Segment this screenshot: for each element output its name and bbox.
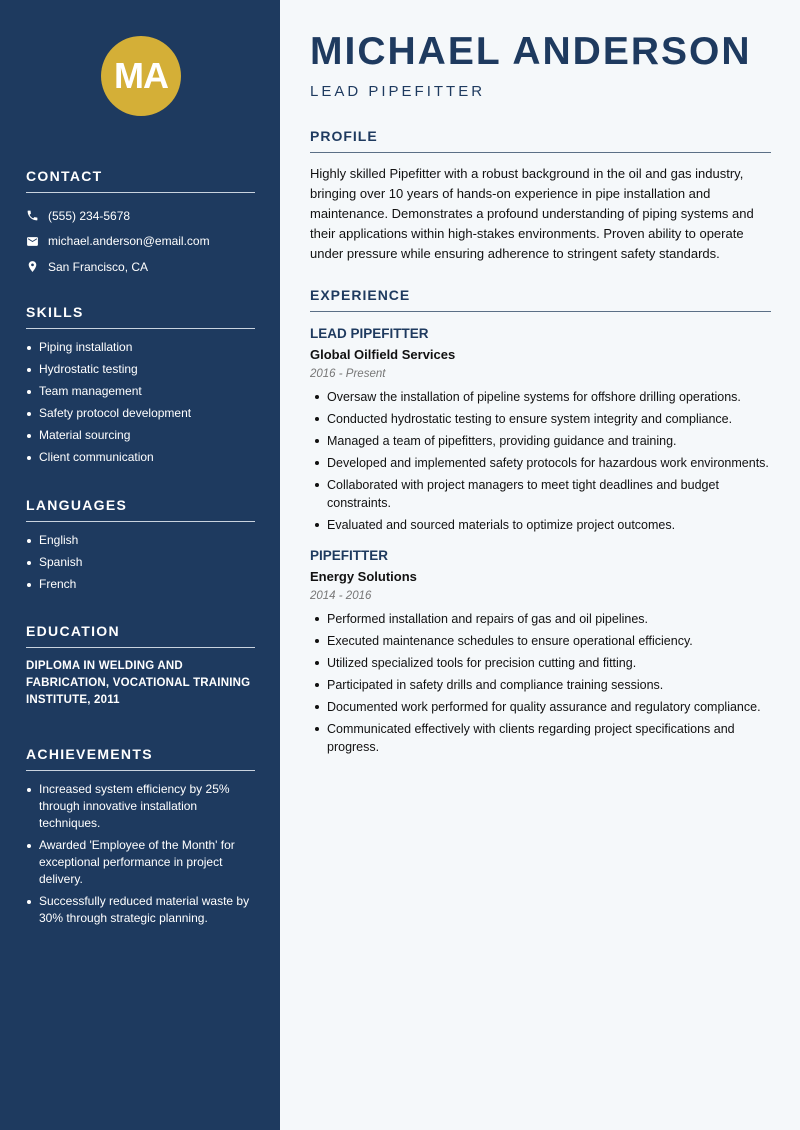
education-section: [26, 623, 255, 709]
skill-item: Safety protocol development: [26, 405, 255, 422]
job-bullet: Evaluated and sourced materials to optimize project outcomes.: [327, 516, 771, 534]
achievement-item: Awarded 'Employee of the Month' for exceptional performance in project delivery.: [26, 837, 255, 888]
skill-item: Team management: [26, 383, 255, 400]
experience-section: [310, 287, 771, 760]
job-company: Energy Solutions: [310, 569, 417, 584]
skills-section: [26, 304, 255, 471]
job-dates: 2016 - Present: [310, 368, 386, 380]
job-bullet: Collaborated with project managers to meet tight deadlines and budget constraints.: [327, 476, 771, 512]
phone-text: (555) 234-5678: [48, 208, 131, 223]
contact-phone: [26, 203, 255, 229]
contact-heading: CONTACT: [26, 168, 255, 193]
job-dates: 2014 - 2016: [310, 590, 372, 602]
education-heading: EDUCATION: [26, 623, 255, 648]
job-title: PIPEFITTER: [310, 548, 389, 563]
job-entry: [310, 548, 771, 756]
contact-section: [26, 168, 255, 280]
job-bullet: Communicated effectively with clients regarding project specifications and progress.: [327, 720, 771, 756]
achievement-item: Successfully reduced material waste by 30% through strategic planning.: [26, 893, 255, 927]
email-icon: [26, 235, 39, 248]
skills-heading: SKILLS: [26, 304, 255, 329]
job-bullet: Executed maintenance schedules to ensure operational efficiency.: [327, 632, 771, 650]
achievements-section: [26, 746, 255, 932]
profile-heading: PROFILE: [310, 128, 771, 153]
language-item: French: [26, 576, 255, 593]
skill-item: Hydrostatic testing: [26, 361, 255, 378]
job-bullet: Performed installation and repairs of gas and oil pipelines.: [327, 610, 771, 628]
candidate-role: LEAD PIPEFITTER: [310, 83, 486, 100]
profile-section: [310, 128, 771, 264]
job-bullet: Managed a team of pipefitters, providing guidance and training.: [327, 432, 771, 450]
candidate-name: MICHAEL ANDERSON: [310, 30, 752, 73]
job-bullet: Oversaw the installation of pipeline systems for offshore drilling operations.: [327, 388, 771, 406]
contact-location: [26, 254, 255, 280]
location-text: San Francisco, CA: [48, 259, 149, 274]
location-pin-icon: [26, 260, 39, 273]
sidebar: [0, 0, 280, 1130]
job-entry: [310, 326, 771, 534]
language-item: English: [26, 532, 255, 549]
skill-item: Client communication: [26, 449, 255, 466]
languages-section: [26, 497, 255, 598]
education-entry: DIPLOMA IN WELDING AND FABRICATION, VOCATIONAL TRAINING INSTITUTE, 2011: [26, 660, 251, 706]
job-bullet: Developed and implemented safety protocols for hazardous work environments.: [327, 454, 771, 472]
job-bullet: Participated in safety drills and compliance training sessions.: [327, 676, 771, 694]
phone-icon: [26, 209, 39, 222]
skill-item: Piping installation: [26, 339, 255, 356]
job-bullet: Conducted hydrostatic testing to ensure system integrity and compliance.: [327, 410, 771, 428]
job-bullet: Utilized specialized tools for precision cutting and fitting.: [327, 654, 771, 672]
profile-text: Highly skilled Pipefitter with a robust background in the oil and gas industry, bringing over 10 years of hands-on experience in pipe installation and maintenance. Demonstrates a profound understanding of piping systems and their applications within high-stakes environments. Proven ability to operate under pressure while ensuring adherence to stringent safety standards.: [310, 166, 754, 261]
job-bullet: Documented work performed for quality assurance and regulatory compliance.: [327, 698, 771, 716]
job-company: Global Oilfield Services: [310, 347, 456, 362]
languages-heading: LANGUAGES: [26, 497, 255, 522]
email-text: michael.anderson@email.com: [48, 234, 210, 249]
achievement-item: Increased system efficiency by 25% through innovative installation techniques.: [26, 781, 255, 832]
avatar: MA: [101, 36, 181, 116]
skill-item: Material sourcing: [26, 427, 255, 444]
contact-email: [26, 229, 255, 255]
achievements-heading: ACHIEVEMENTS: [26, 746, 255, 771]
job-title: LEAD PIPEFITTER: [310, 326, 429, 341]
language-item: Spanish: [26, 554, 255, 571]
experience-heading: EXPERIENCE: [310, 287, 771, 312]
